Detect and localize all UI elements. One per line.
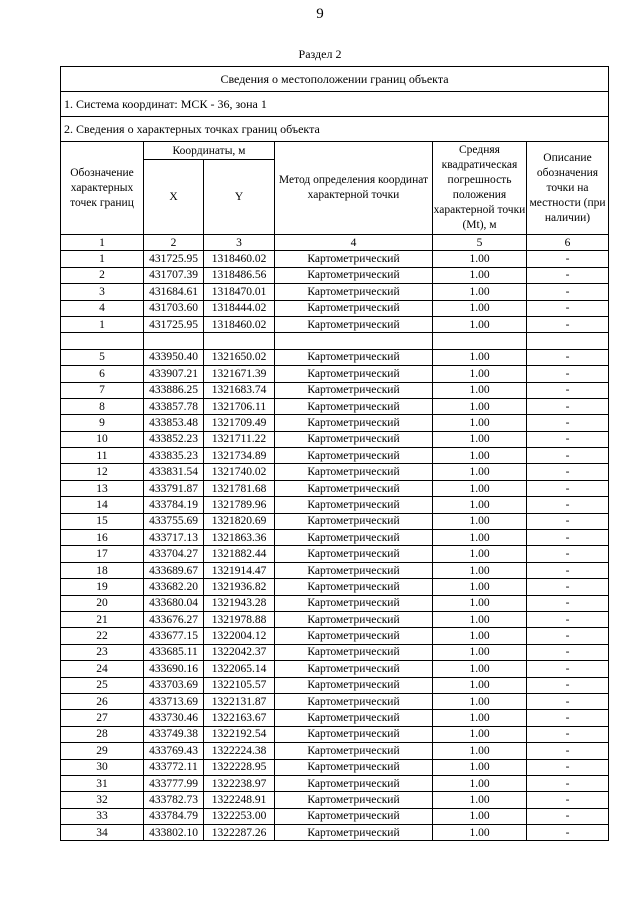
empty-cell [61, 333, 144, 349]
y-coordinate-cell: 1322105.57 [204, 677, 275, 693]
point-number-cell: 18 [61, 562, 144, 578]
header-method: Метод определения координат характерной точки [275, 142, 433, 235]
x-coordinate-cell: 433831.54 [144, 464, 204, 480]
table-row [61, 792, 609, 808]
method-cell: Картометрический [275, 775, 433, 791]
description-cell: - [527, 677, 609, 693]
error-cell: 1.00 [433, 464, 527, 480]
points-info-row: 2. Сведения о характерных точках границ объекта [61, 117, 609, 142]
y-coordinate-cell: 1318460.02 [204, 251, 275, 267]
x-coordinate-cell: 433717.13 [144, 530, 204, 546]
y-coordinate-cell: 1322287.26 [204, 825, 275, 841]
table-row [61, 497, 609, 513]
error-cell: 1.00 [433, 431, 527, 447]
x-coordinate-cell: 433769.43 [144, 743, 204, 759]
method-cell: Картометрический [275, 726, 433, 742]
error-cell: 1.00 [433, 579, 527, 595]
y-coordinate-cell: 1318460.02 [204, 316, 275, 332]
header-x: X [144, 160, 204, 235]
method-cell: Картометрический [275, 595, 433, 611]
empty-cell [204, 333, 275, 349]
error-cell: 1.00 [433, 808, 527, 824]
y-coordinate-cell: 1321709.49 [204, 415, 275, 431]
description-cell: - [527, 710, 609, 726]
table-row [61, 677, 609, 693]
header-error: Средняя квадратическая погрешность положения характерной точки (Mt), м [433, 142, 527, 235]
method-cell: Картометрический [275, 743, 433, 759]
header-y: Y [204, 160, 275, 235]
table-row [61, 284, 609, 300]
description-cell: - [527, 759, 609, 775]
method-cell: Картометрический [275, 759, 433, 775]
x-coordinate-cell: 433680.04 [144, 595, 204, 611]
x-coordinate-cell: 433690.16 [144, 661, 204, 677]
description-cell: - [527, 825, 609, 841]
table-row [61, 415, 609, 431]
point-number-cell: 1 [61, 316, 144, 332]
x-coordinate-cell: 433730.46 [144, 710, 204, 726]
x-coordinate-cell: 431725.95 [144, 251, 204, 267]
table-row [61, 743, 609, 759]
description-cell: - [527, 300, 609, 316]
error-cell: 1.00 [433, 366, 527, 382]
table-row [61, 530, 609, 546]
method-cell: Картометрический [275, 497, 433, 513]
x-coordinate-cell: 433713.69 [144, 693, 204, 709]
point-number-cell: 28 [61, 726, 144, 742]
column-numbers-row [61, 235, 609, 251]
description-cell: - [527, 530, 609, 546]
table-row [61, 398, 609, 414]
error-cell: 1.00 [433, 595, 527, 611]
method-cell: Картометрический [275, 825, 433, 841]
description-cell: - [527, 267, 609, 283]
error-cell: 1.00 [433, 316, 527, 332]
header-point-designation: Обозначение характерных точек границ [61, 142, 144, 235]
point-number-cell: 24 [61, 661, 144, 677]
description-cell: - [527, 546, 609, 562]
method-cell: Картометрический [275, 300, 433, 316]
x-coordinate-cell: 433777.99 [144, 775, 204, 791]
method-cell: Картометрический [275, 349, 433, 365]
method-cell: Картометрический [275, 644, 433, 660]
x-coordinate-cell: 433857.78 [144, 398, 204, 414]
x-coordinate-cell: 433802.10 [144, 825, 204, 841]
table-row [61, 726, 609, 742]
description-cell: - [527, 775, 609, 791]
method-cell: Картометрический [275, 530, 433, 546]
table-row [61, 628, 609, 644]
description-cell: - [527, 382, 609, 398]
method-cell: Картометрический [275, 284, 433, 300]
table-row [61, 579, 609, 595]
point-number-cell: 23 [61, 644, 144, 660]
method-cell: Картометрический [275, 579, 433, 595]
description-cell: - [527, 431, 609, 447]
error-cell: 1.00 [433, 792, 527, 808]
error-cell: 1.00 [433, 677, 527, 693]
error-cell: 1.00 [433, 267, 527, 283]
column-number: 2 [144, 235, 204, 251]
error-cell: 1.00 [433, 398, 527, 414]
y-coordinate-cell: 1321650.02 [204, 349, 275, 365]
point-number-cell: 26 [61, 693, 144, 709]
description-cell: - [527, 726, 609, 742]
y-coordinate-cell: 1321781.68 [204, 480, 275, 496]
method-cell: Картометрический [275, 693, 433, 709]
error-cell: 1.00 [433, 661, 527, 677]
method-cell: Картометрический [275, 546, 433, 562]
method-cell: Картометрический [275, 415, 433, 431]
y-coordinate-cell: 1321936.82 [204, 579, 275, 595]
point-number-cell: 12 [61, 464, 144, 480]
y-coordinate-cell: 1321734.89 [204, 448, 275, 464]
table-row [61, 300, 609, 316]
y-coordinate-cell: 1321789.96 [204, 497, 275, 513]
point-number-cell: 4 [61, 300, 144, 316]
point-number-cell: 7 [61, 382, 144, 398]
x-coordinate-cell: 431703.60 [144, 300, 204, 316]
x-coordinate-cell: 433772.11 [144, 759, 204, 775]
x-coordinate-cell: 433950.40 [144, 349, 204, 365]
error-cell: 1.00 [433, 546, 527, 562]
table-row [61, 759, 609, 775]
y-coordinate-cell: 1321820.69 [204, 513, 275, 529]
point-number-cell: 10 [61, 431, 144, 447]
x-coordinate-cell: 431725.95 [144, 316, 204, 332]
table-row [61, 464, 609, 480]
description-cell: - [527, 808, 609, 824]
table-row [61, 448, 609, 464]
error-cell: 1.00 [433, 726, 527, 742]
point-number-cell: 29 [61, 743, 144, 759]
y-coordinate-cell: 1322042.37 [204, 644, 275, 660]
y-coordinate-cell: 1321671.39 [204, 366, 275, 382]
method-cell: Картометрический [275, 316, 433, 332]
description-cell: - [527, 284, 609, 300]
method-cell: Картометрический [275, 251, 433, 267]
empty-cell [433, 333, 527, 349]
x-coordinate-cell: 433703.69 [144, 677, 204, 693]
table-row [61, 267, 609, 283]
y-coordinate-cell: 1322065.14 [204, 661, 275, 677]
y-coordinate-cell: 1322131.87 [204, 693, 275, 709]
section-title: Раздел 2 [298, 47, 342, 61]
description-cell: - [527, 611, 609, 627]
method-cell: Картометрический [275, 562, 433, 578]
x-coordinate-cell: 433853.48 [144, 415, 204, 431]
empty-cell [527, 333, 609, 349]
point-number-cell: 33 [61, 808, 144, 824]
description-cell: - [527, 251, 609, 267]
y-coordinate-cell: 1321683.74 [204, 382, 275, 398]
point-number-cell: 14 [61, 497, 144, 513]
x-coordinate-cell: 433784.19 [144, 497, 204, 513]
x-coordinate-cell: 433791.87 [144, 480, 204, 496]
y-coordinate-cell: 1322238.97 [204, 775, 275, 791]
table-row [61, 513, 609, 529]
description-cell: - [527, 480, 609, 496]
empty-cell [275, 333, 433, 349]
error-cell: 1.00 [433, 562, 527, 578]
x-coordinate-cell: 433907.21 [144, 366, 204, 382]
description-cell: - [527, 316, 609, 332]
point-number-cell: 13 [61, 480, 144, 496]
point-number-cell: 16 [61, 530, 144, 546]
description-cell: - [527, 398, 609, 414]
boundary-points-table [60, 66, 609, 841]
y-coordinate-cell: 1322224.38 [204, 743, 275, 759]
table-row [61, 825, 609, 841]
column-number: 3 [204, 235, 275, 251]
y-coordinate-cell: 1318470.01 [204, 284, 275, 300]
point-number-cell: 27 [61, 710, 144, 726]
y-coordinate-cell: 1318486.56 [204, 267, 275, 283]
x-coordinate-cell: 433755.69 [144, 513, 204, 529]
y-coordinate-cell: 1321882.44 [204, 546, 275, 562]
description-cell: - [527, 415, 609, 431]
table-row [61, 546, 609, 562]
error-cell: 1.00 [433, 415, 527, 431]
error-cell: 1.00 [433, 710, 527, 726]
y-coordinate-cell: 1322163.67 [204, 710, 275, 726]
table-row [61, 431, 609, 447]
error-cell: 1.00 [433, 513, 527, 529]
description-cell: - [527, 661, 609, 677]
y-coordinate-cell: 1322004.12 [204, 628, 275, 644]
y-coordinate-cell: 1322228.95 [204, 759, 275, 775]
table-row [61, 661, 609, 677]
error-cell: 1.00 [433, 284, 527, 300]
error-cell: 1.00 [433, 530, 527, 546]
method-cell: Картометрический [275, 808, 433, 824]
table-row [61, 693, 609, 709]
point-number-cell: 9 [61, 415, 144, 431]
table-row [61, 480, 609, 496]
table-row [61, 562, 609, 578]
y-coordinate-cell: 1322248.91 [204, 792, 275, 808]
table-row [61, 382, 609, 398]
error-cell: 1.00 [433, 448, 527, 464]
table-row [61, 316, 609, 332]
column-number: 5 [433, 235, 527, 251]
error-cell: 1.00 [433, 349, 527, 365]
x-coordinate-cell: 433852.23 [144, 431, 204, 447]
point-number-cell: 8 [61, 398, 144, 414]
point-number-cell: 6 [61, 366, 144, 382]
x-coordinate-cell: 433835.23 [144, 448, 204, 464]
x-coordinate-cell: 431684.61 [144, 284, 204, 300]
method-cell: Картометрический [275, 398, 433, 414]
y-coordinate-cell: 1321978.88 [204, 611, 275, 627]
x-coordinate-cell: 433749.38 [144, 726, 204, 742]
empty-cell [144, 333, 204, 349]
x-coordinate-cell: 433782.73 [144, 792, 204, 808]
description-cell: - [527, 579, 609, 595]
method-cell: Картометрический [275, 677, 433, 693]
error-cell: 1.00 [433, 759, 527, 775]
description-cell: - [527, 349, 609, 365]
column-number: 6 [527, 235, 609, 251]
error-cell: 1.00 [433, 300, 527, 316]
method-cell: Картометрический [275, 628, 433, 644]
error-cell: 1.00 [433, 775, 527, 791]
method-cell: Картометрический [275, 710, 433, 726]
description-cell: - [527, 497, 609, 513]
description-cell: - [527, 562, 609, 578]
y-coordinate-cell: 1321863.36 [204, 530, 275, 546]
table-row [61, 251, 609, 267]
method-cell: Картометрический [275, 513, 433, 529]
point-number-cell: 22 [61, 628, 144, 644]
x-coordinate-cell: 431707.39 [144, 267, 204, 283]
description-cell: - [527, 464, 609, 480]
point-number-cell: 2 [61, 267, 144, 283]
point-number-cell: 15 [61, 513, 144, 529]
error-cell: 1.00 [433, 611, 527, 627]
method-cell: Картометрический [275, 611, 433, 627]
x-coordinate-cell: 433784.79 [144, 808, 204, 824]
x-coordinate-cell: 433886.25 [144, 382, 204, 398]
error-cell: 1.00 [433, 644, 527, 660]
point-number-cell: 32 [61, 792, 144, 808]
page-number: 9 [316, 6, 324, 22]
point-number-cell: 17 [61, 546, 144, 562]
point-number-cell: 19 [61, 579, 144, 595]
x-coordinate-cell: 433676.27 [144, 611, 204, 627]
y-coordinate-cell: 1321943.28 [204, 595, 275, 611]
group-separator-row [61, 333, 609, 349]
description-cell: - [527, 628, 609, 644]
method-cell: Картометрический [275, 431, 433, 447]
x-coordinate-cell: 433677.15 [144, 628, 204, 644]
table-row [61, 808, 609, 824]
method-cell: Картометрический [275, 480, 433, 496]
x-coordinate-cell: 433689.67 [144, 562, 204, 578]
error-cell: 1.00 [433, 251, 527, 267]
x-coordinate-cell: 433704.27 [144, 546, 204, 562]
column-number: 1 [61, 235, 144, 251]
description-cell: - [527, 644, 609, 660]
description-cell: - [527, 743, 609, 759]
description-cell: - [527, 448, 609, 464]
error-cell: 1.00 [433, 825, 527, 841]
point-number-cell: 31 [61, 775, 144, 791]
y-coordinate-cell: 1318444.02 [204, 300, 275, 316]
method-cell: Картометрический [275, 267, 433, 283]
method-cell: Картометрический [275, 792, 433, 808]
y-coordinate-cell: 1321706.11 [204, 398, 275, 414]
point-number-cell: 5 [61, 349, 144, 365]
error-cell: 1.00 [433, 693, 527, 709]
y-coordinate-cell: 1322192.54 [204, 726, 275, 742]
method-cell: Картометрический [275, 464, 433, 480]
table-row [61, 366, 609, 382]
method-cell: Картометрический [275, 448, 433, 464]
description-cell: - [527, 693, 609, 709]
point-number-cell: 21 [61, 611, 144, 627]
table-row [61, 710, 609, 726]
point-number-cell: 3 [61, 284, 144, 300]
point-number-cell: 25 [61, 677, 144, 693]
y-coordinate-cell: 1322253.00 [204, 808, 275, 824]
header-coordinates: Координаты, м [144, 142, 275, 160]
x-coordinate-cell: 433685.11 [144, 644, 204, 660]
point-number-cell: 30 [61, 759, 144, 775]
error-cell: 1.00 [433, 480, 527, 496]
table-row [61, 775, 609, 791]
y-coordinate-cell: 1321711.22 [204, 431, 275, 447]
y-coordinate-cell: 1321740.02 [204, 464, 275, 480]
coordinate-system-row: 1. Система координат: МСК - 36, зона 1 [61, 92, 609, 117]
point-number-cell: 1 [61, 251, 144, 267]
header-description: Описание обозначения точки на местности (при наличии) [527, 142, 609, 235]
method-cell: Картометрический [275, 366, 433, 382]
x-coordinate-cell: 433682.20 [144, 579, 204, 595]
error-cell: 1.00 [433, 628, 527, 644]
error-cell: 1.00 [433, 382, 527, 398]
description-cell: - [527, 366, 609, 382]
table-row [61, 595, 609, 611]
y-coordinate-cell: 1321914.47 [204, 562, 275, 578]
method-cell: Картометрический [275, 382, 433, 398]
error-cell: 1.00 [433, 743, 527, 759]
table-row [61, 349, 609, 365]
description-cell: - [527, 792, 609, 808]
table-row [61, 611, 609, 627]
point-number-cell: 11 [61, 448, 144, 464]
error-cell: 1.00 [433, 497, 527, 513]
column-number: 4 [275, 235, 433, 251]
description-cell: - [527, 513, 609, 529]
table-title: Сведения о местоположении границ объекта [61, 67, 609, 92]
method-cell: Картометрический [275, 661, 433, 677]
description-cell: - [527, 595, 609, 611]
table-row [61, 644, 609, 660]
point-number-cell: 34 [61, 825, 144, 841]
point-number-cell: 20 [61, 595, 144, 611]
